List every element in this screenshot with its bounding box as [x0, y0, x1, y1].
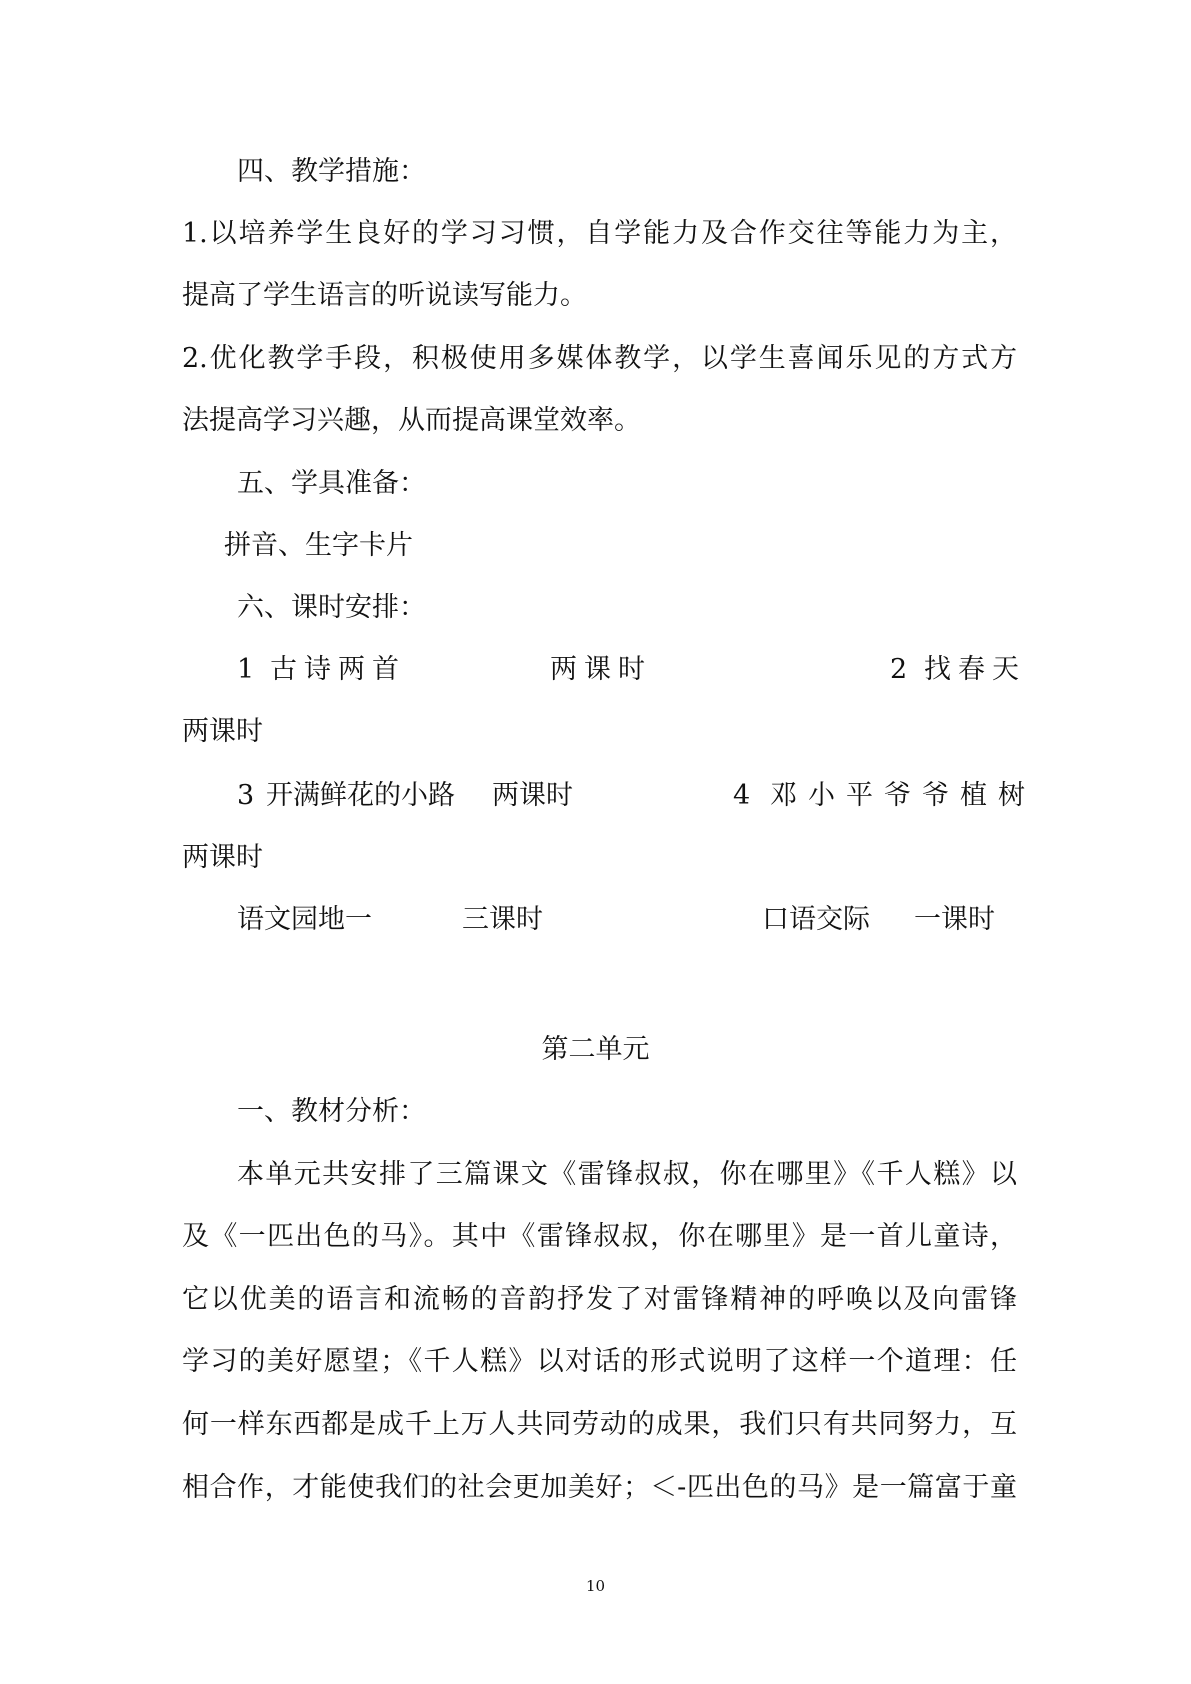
schedule-hours: 三课时 — [462, 904, 543, 935]
page-number: 10 — [585, 1577, 606, 1595]
schedule-heading: 六、课时安排： — [237, 592, 426, 623]
schedule-num: 1 — [237, 654, 255, 685]
paragraph-line: 相合作，才能使我们的社会更加美好；＜-匹出色的马》是一篇富于童 — [182, 1472, 1017, 1503]
paragraph-line: 学习的美好愿望；《千人糕》以对话的形式说明了这样一个道理：任 — [182, 1346, 1017, 1377]
paragraph-line: 何一样东西都是成千上万人共同劳动的成果，我们只有共同努力，互 — [182, 1409, 1017, 1440]
tools-heading: 五、学具准备： — [237, 468, 426, 499]
schedule-lesson: 开满鲜花的小路 — [266, 780, 455, 811]
paragraph-line: 本单元共安排了三篇课文《雷锋叔叔，你在哪里》《千人糕》以 — [237, 1159, 1017, 1190]
schedule-num: 3 — [237, 780, 255, 811]
paragraph-line: 它以优美的语言和流畅的音韵抒发了对雷锋精神的呼唤以及向雷锋 — [182, 1284, 1017, 1315]
measure-1-line-2: 提高了学生语言的听说读写能力。 — [182, 280, 587, 311]
schedule-lesson: 口语交际 — [762, 904, 870, 935]
schedule-hours: 两课时 — [182, 716, 263, 747]
measures-heading: 四、教学措施： — [237, 156, 426, 187]
schedule-num: 4 — [733, 780, 751, 811]
measure-1-line-1: 1.以培养学生良好的学习习惯，自学能力及合作交往等能力为主， — [182, 218, 1017, 249]
schedule-lesson: 找春天 — [924, 654, 1026, 685]
tools-content: 拼音、生字卡片 — [224, 530, 413, 561]
schedule-hours: 两课时 — [492, 780, 573, 811]
paragraph-line: 及《一匹出色的马》。其中《雷锋叔叔，你在哪里》是一首儿童诗， — [182, 1221, 1017, 1252]
unit-title: 第二单元 — [541, 1034, 650, 1065]
schedule-num: 2 — [890, 654, 908, 685]
measure-2-line-1: 2.优化教学手段，积极使用多媒体教学，以学生喜闻乐见的方式方 — [182, 343, 1017, 374]
schedule-lesson: 古诗两首 — [270, 654, 406, 685]
schedule-hours: 一课时 — [914, 904, 995, 935]
schedule-hours: 两课时 — [182, 842, 263, 873]
schedule-lesson: 语文园地一 — [237, 904, 372, 935]
measure-2-line-2: 法提高学习兴趣，从而提高课堂效率。 — [182, 405, 641, 436]
schedule-hours: 两课时 — [550, 654, 652, 685]
analysis-heading: 一、教材分析： — [237, 1096, 426, 1127]
schedule-lesson: 邓小平爷爷植树 — [770, 780, 1036, 811]
